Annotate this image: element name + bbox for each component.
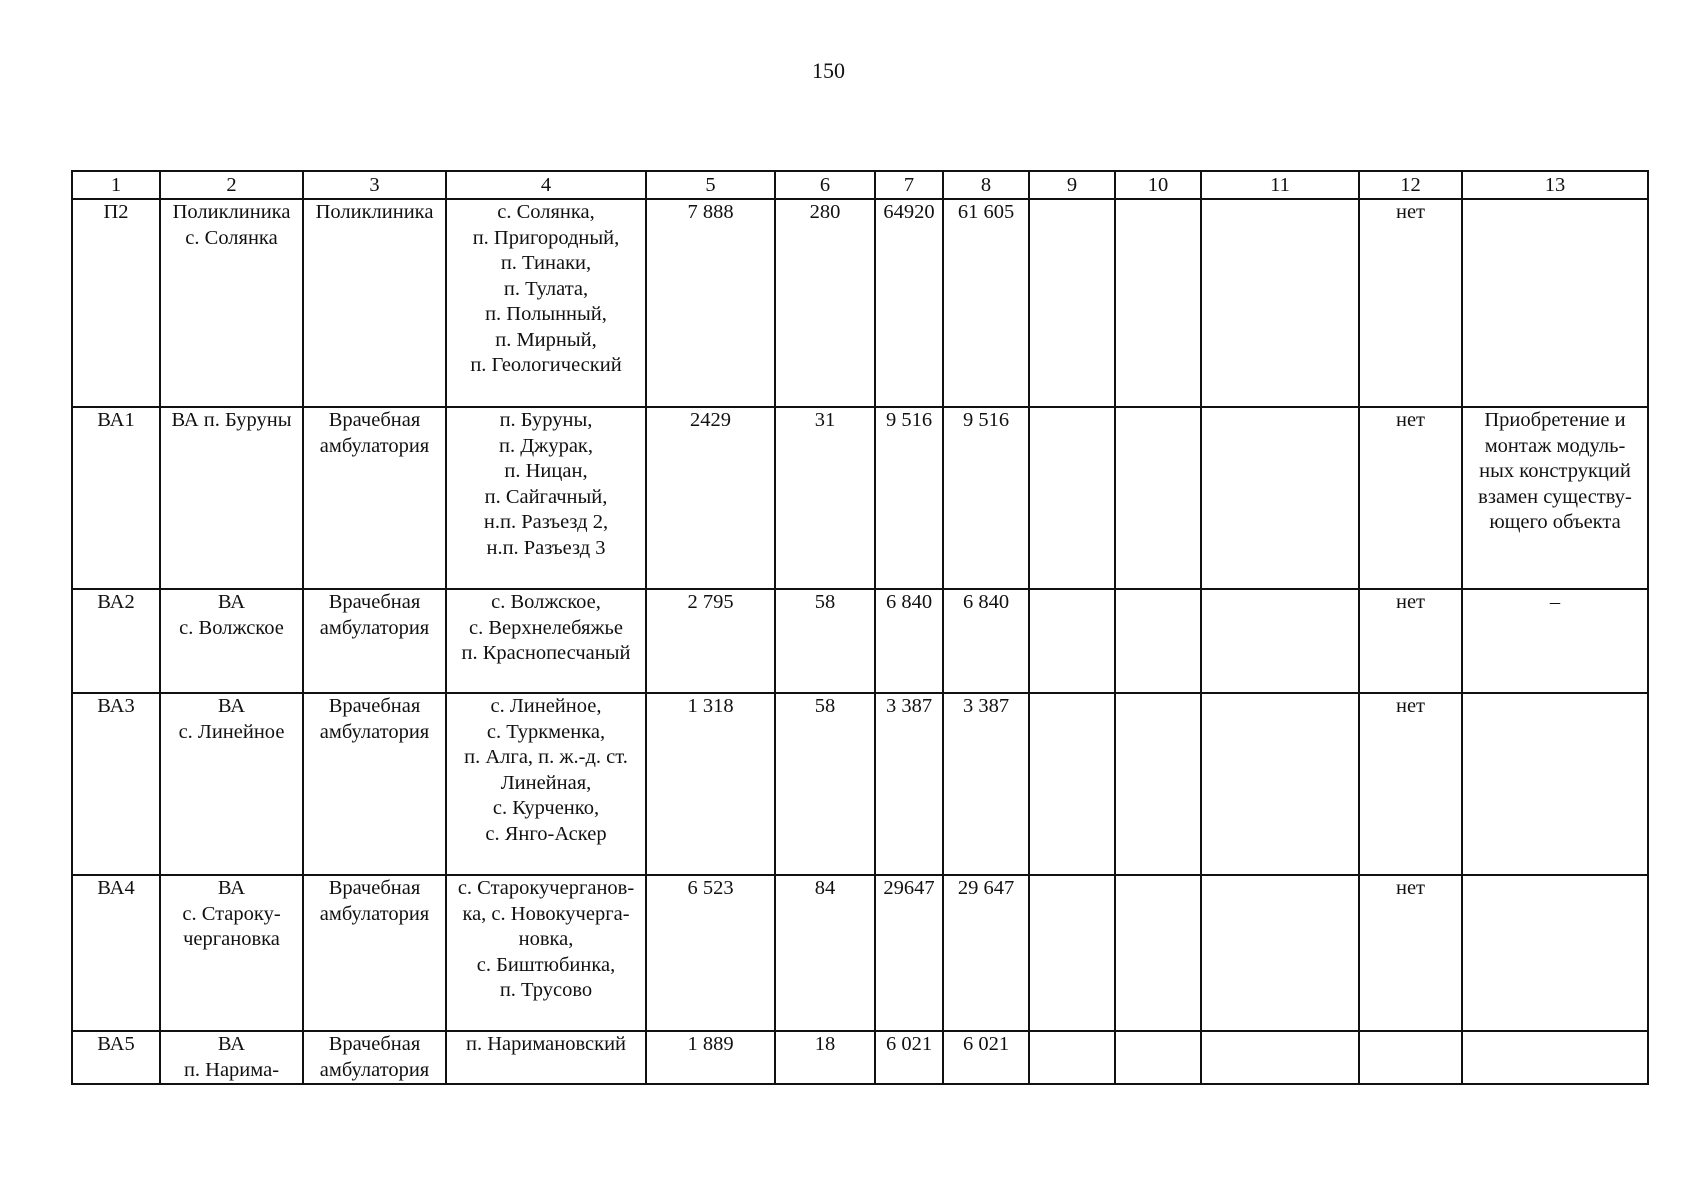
cell-line: амбулатория <box>319 720 430 743</box>
col-8-value: 9 516 <box>943 407 1029 589</box>
object-code: ВА5 <box>72 1031 160 1084</box>
col-12-value: нет <box>1359 589 1462 693</box>
served-settlements <box>446 407 646 589</box>
col-7-value: 3 387 <box>875 693 943 875</box>
cell-line: черганoвка <box>183 928 280 950</box>
cell-line: Приобретение и <box>1484 409 1626 431</box>
cell-line: п. Полынный, <box>485 303 607 325</box>
col-5-value: 2429 <box>646 407 775 589</box>
cell-line: с. Солянка <box>185 226 278 249</box>
col-5-value: 6 523 <box>646 875 775 1031</box>
cell-line: н.п. Разъезд 3 <box>486 536 606 559</box>
col-7-value: 29647 <box>875 875 943 1031</box>
object-type <box>303 199 446 407</box>
cell-line: с. Волжское, <box>491 591 601 613</box>
object-name <box>160 693 303 875</box>
col-9-value <box>1029 589 1115 693</box>
cell-line: п. Тинаки, <box>500 252 592 274</box>
col-9-value <box>1029 875 1115 1031</box>
cell-line: Врачебная <box>328 591 421 613</box>
cell-line: ВА <box>217 591 246 613</box>
cell-line: п. Пригородный, <box>472 226 620 249</box>
note <box>1462 875 1648 1031</box>
cell-line: п. Мирный, <box>495 328 597 351</box>
cell-line: с. Линейное <box>178 720 285 743</box>
col-7-value: 64920 <box>875 199 943 407</box>
cell-line: ных конструкций <box>1479 460 1631 482</box>
cell-line: п. Нарима- <box>183 1058 280 1081</box>
cell-line: с. Линейное, <box>490 695 602 717</box>
cell-line: взамен существу- <box>1478 485 1632 508</box>
facilities-table <box>71 170 1649 1085</box>
cell-line: п. Наримановский <box>465 1033 627 1055</box>
col-10-value <box>1115 1031 1201 1084</box>
column-header-13: 13 <box>1462 171 1648 199</box>
col-12-value: нет <box>1359 875 1462 1031</box>
col-8-value: 3 387 <box>943 693 1029 875</box>
cell-line: ВА <box>217 1033 246 1055</box>
column-header-12: 12 <box>1359 171 1462 199</box>
table-row <box>72 1031 1648 1084</box>
col-11-value <box>1201 589 1359 693</box>
cell-line: амбулатория <box>319 616 430 639</box>
table-row <box>72 199 1648 407</box>
cell-line: амбулатория <box>319 1058 430 1081</box>
note <box>1462 407 1648 589</box>
column-header-7: 7 <box>875 171 943 199</box>
object-name <box>160 1031 303 1084</box>
object-name <box>160 875 303 1031</box>
note <box>1462 199 1648 407</box>
table-row <box>72 875 1648 1031</box>
cell-line: с. Верхнелебяжье <box>469 616 623 639</box>
header-row <box>72 171 1648 199</box>
object-name <box>160 407 303 589</box>
column-header-10: 10 <box>1115 171 1201 199</box>
cell-line: ка, с. Новокучерга- <box>462 902 630 925</box>
cell-line: с. Янго-Аскер <box>485 822 607 845</box>
col-11-value <box>1201 407 1359 589</box>
cell-line: п. Трусово <box>499 979 593 1001</box>
column-header-1: 1 <box>72 171 160 199</box>
col-8-value: 29 647 <box>943 875 1029 1031</box>
object-type <box>303 1031 446 1084</box>
col-12-value: нет <box>1359 693 1462 875</box>
object-name <box>160 199 303 407</box>
col-12-value <box>1359 1031 1462 1084</box>
col-11-value <box>1201 693 1359 875</box>
cell-line: монтаж модуль- <box>1484 434 1626 457</box>
col-6-value: 58 <box>775 693 875 875</box>
col-6-value: 84 <box>775 875 875 1031</box>
column-header-8: 8 <box>943 171 1029 199</box>
col-8-value: 61 605 <box>943 199 1029 407</box>
cell-line: п. Алга, п. ж.-д. ст. <box>464 746 628 768</box>
table-row <box>72 693 1648 875</box>
object-type <box>303 589 446 693</box>
object-code: П2 <box>72 199 160 407</box>
cell-line: с. Старокучерганов- <box>457 877 635 899</box>
col-7-value: 6 840 <box>875 589 943 693</box>
col-5-value: 1 889 <box>646 1031 775 1084</box>
cell-line: – <box>1549 591 1561 613</box>
cell-line: с. Биштюбинка, <box>476 953 616 976</box>
served-settlements <box>446 693 646 875</box>
cell-line: Врачебная <box>328 695 421 717</box>
cell-line: н.п. Разъезд 2, <box>483 511 609 533</box>
cell-line: п. Сайгачный, <box>484 485 608 508</box>
cell-line: ВА <box>217 695 246 717</box>
object-code: ВА3 <box>72 693 160 875</box>
column-header-5: 5 <box>646 171 775 199</box>
cell-line: п. Ницан, <box>504 460 588 482</box>
object-type <box>303 875 446 1031</box>
cell-line: Врачебная <box>328 409 421 431</box>
cell-line: новка, <box>518 928 574 950</box>
served-settlements <box>446 199 646 407</box>
served-settlements <box>446 589 646 693</box>
col-6-value: 58 <box>775 589 875 693</box>
col-10-value <box>1115 407 1201 589</box>
col-11-value <box>1201 875 1359 1031</box>
col-11-value <box>1201 199 1359 407</box>
cell-line: с. Курченко, <box>492 797 600 819</box>
cell-line: Поликлиника <box>315 201 434 223</box>
cell-line: п. Джурак, <box>498 434 594 457</box>
object-type <box>303 693 446 875</box>
col-9-value <box>1029 693 1115 875</box>
served-settlements <box>446 875 646 1031</box>
table-row <box>72 407 1648 589</box>
col-9-value <box>1029 407 1115 589</box>
col-9-value <box>1029 199 1115 407</box>
object-code: ВА1 <box>72 407 160 589</box>
table-row <box>72 589 1648 693</box>
col-11-value <box>1201 1031 1359 1084</box>
column-header-11: 11 <box>1201 171 1359 199</box>
cell-line: ВА <box>217 877 246 899</box>
note <box>1462 1031 1648 1084</box>
col-8-value: 6 021 <box>943 1031 1029 1084</box>
object-name <box>160 589 303 693</box>
col-10-value <box>1115 693 1201 875</box>
col-12-value: нет <box>1359 407 1462 589</box>
col-6-value: 31 <box>775 407 875 589</box>
col-12-value: нет <box>1359 199 1462 407</box>
col-6-value: 18 <box>775 1031 875 1084</box>
page-number: 150 <box>812 58 845 83</box>
cell-line: п. Краснопесчаный <box>461 642 631 664</box>
cell-line: п. Тулата, <box>503 277 589 300</box>
served-settlements <box>446 1031 646 1084</box>
cell-line: Линейная, <box>500 771 592 794</box>
cell-line: п. Геологический <box>470 354 622 376</box>
cell-line: с. Туркменка, <box>486 720 606 743</box>
table-body <box>72 199 1648 1084</box>
col-10-value <box>1115 589 1201 693</box>
object-code: ВА4 <box>72 875 160 1031</box>
col-10-value <box>1115 199 1201 407</box>
object-code: ВА2 <box>72 589 160 693</box>
cell-line: с. Волжское <box>179 616 284 639</box>
column-header-4: 4 <box>446 171 646 199</box>
cell-line: амбулатория <box>319 902 430 925</box>
cell-line: п. Буруны, <box>499 409 593 431</box>
table-header <box>72 171 1648 199</box>
cell-line: с. Солянка, <box>497 201 595 223</box>
col-5-value: 7 888 <box>646 199 775 407</box>
note <box>1462 589 1648 693</box>
cell-line: с. Староку- <box>182 902 281 925</box>
col-10-value <box>1115 875 1201 1031</box>
cell-line: ВА п. Буруны <box>171 409 292 431</box>
cell-line: Поликлиника <box>172 201 291 223</box>
note <box>1462 693 1648 875</box>
col-8-value: 6 840 <box>943 589 1029 693</box>
column-header-6: 6 <box>775 171 875 199</box>
cell-line: ющего объекта <box>1489 511 1621 533</box>
column-header-9: 9 <box>1029 171 1115 199</box>
col-7-value: 9 516 <box>875 407 943 589</box>
col-7-value: 6 021 <box>875 1031 943 1084</box>
column-header-2: 2 <box>160 171 303 199</box>
cell-line: Врачебная <box>328 1033 421 1055</box>
object-type <box>303 407 446 589</box>
cell-line: Врачебная <box>328 877 421 899</box>
col-5-value: 1 318 <box>646 693 775 875</box>
col-9-value <box>1029 1031 1115 1084</box>
col-5-value: 2 795 <box>646 589 775 693</box>
cell-line: амбулатория <box>319 434 430 457</box>
col-6-value: 280 <box>775 199 875 407</box>
column-header-3: 3 <box>303 171 446 199</box>
